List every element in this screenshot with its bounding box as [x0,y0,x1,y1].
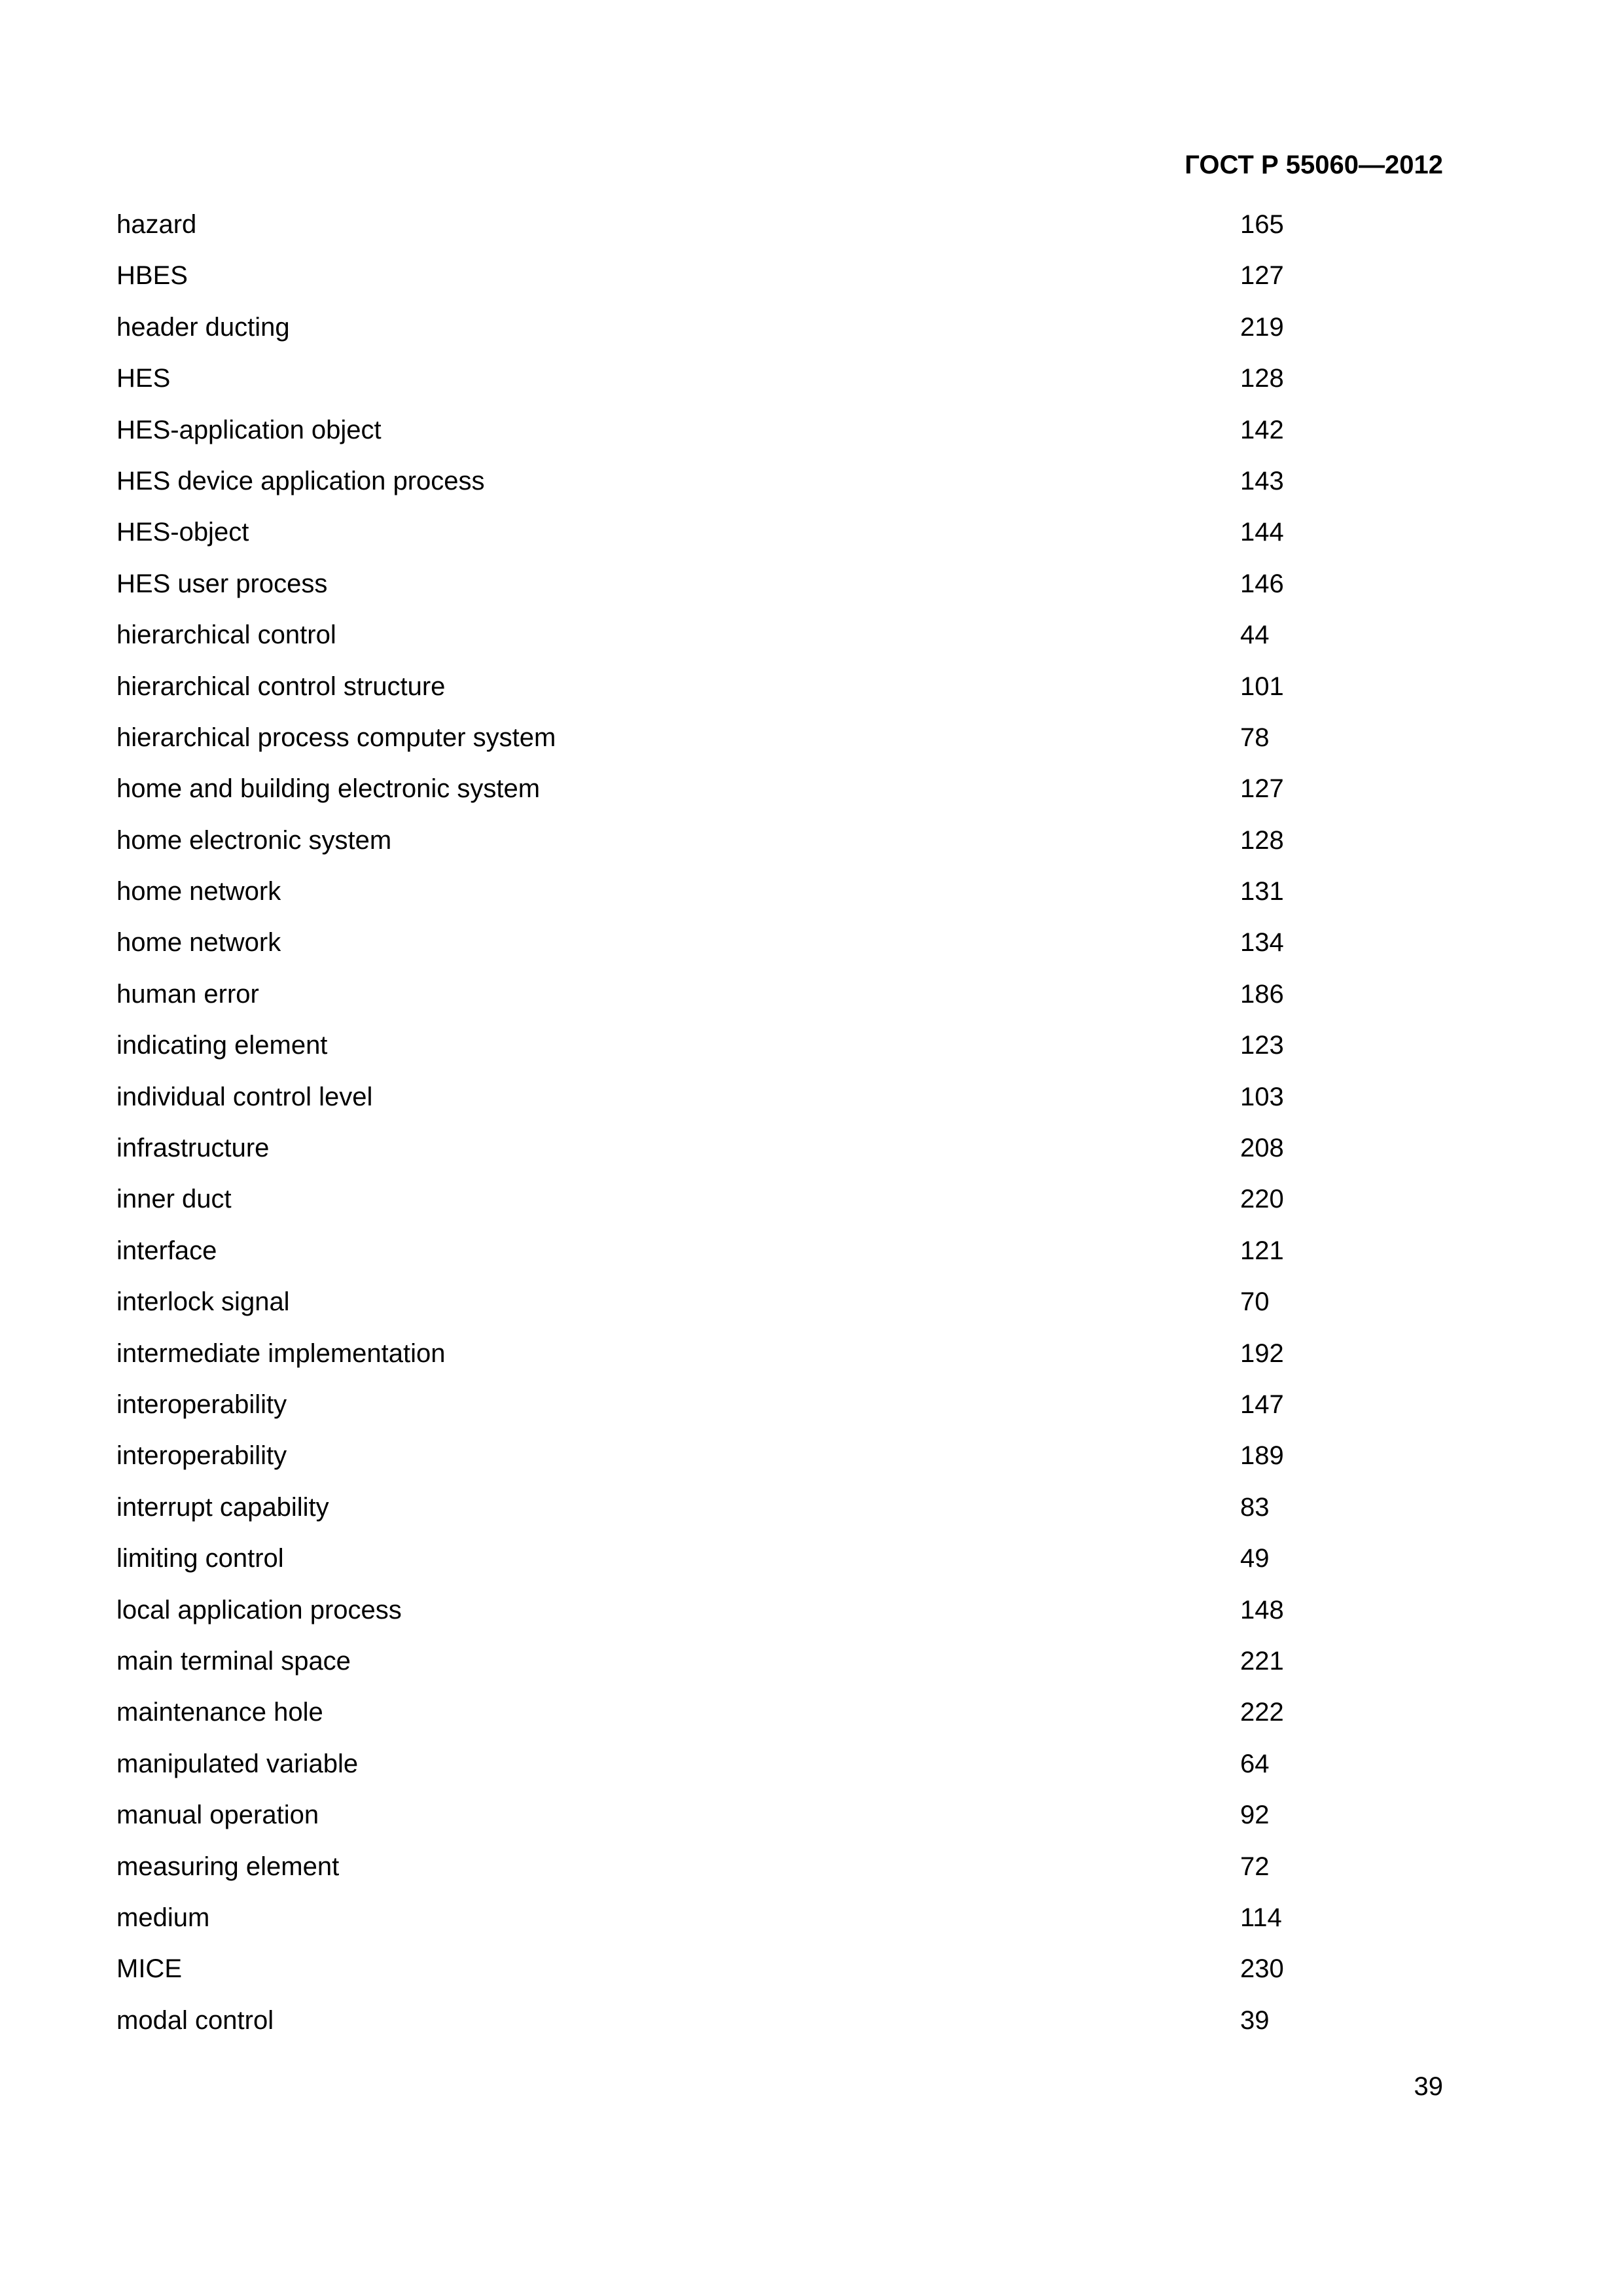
entry-number: 123 [1240,1031,1284,1060]
index-entry [116,1847,1308,1898]
entry-term: HES-object [116,518,249,547]
entry-term: MICE [116,1954,182,1984]
entry-number: 147 [1240,1390,1284,1419]
entry-number: 78 [1240,723,1270,752]
entry-term: manipulated variable [116,1749,359,1778]
entry-term: inner duct [116,1185,232,1214]
index-entry [116,1744,1308,1795]
entry-number: 64 [1240,1749,1270,1778]
entry-number: 70 [1240,1287,1270,1317]
entry-number: 121 [1240,1236,1284,1265]
index-entry [116,1795,1308,1846]
entry-term: maintenance hole [116,1698,323,1727]
index-entry [116,1539,1308,1590]
entry-term: indicating element [116,1031,328,1060]
index-entry [116,308,1308,359]
index-entry [116,769,1308,820]
entry-term: measuring element [116,1852,340,1881]
index-entry [116,359,1308,410]
entry-number: 219 [1240,312,1284,342]
entry-term: intermediate implementation [116,1338,446,1368]
index-entry [116,1693,1308,1744]
index-entry [116,1488,1308,1539]
entry-term: hazard [116,210,197,239]
entry-term: HBES [116,261,188,291]
entry-term: limiting control [116,1544,284,1573]
index-entry [116,1590,1308,1641]
entry-number: 165 [1240,210,1284,239]
entry-term: interlock signal [116,1287,290,1317]
page-number: 39 [1414,2072,1443,2101]
index-entry [116,923,1308,974]
entry-number: 134 [1240,928,1284,958]
index-entry [116,256,1308,307]
entry-term: home electronic system [116,825,392,855]
index-entry [116,1179,1308,1230]
entry-number: 128 [1240,825,1284,855]
entry-term: modal control [116,2005,274,2035]
entry-number: 127 [1240,261,1284,291]
index-entry [116,872,1308,923]
entry-number: 220 [1240,1185,1284,1214]
entry-number: 192 [1240,1338,1284,1368]
entry-term: interoperability [116,1441,287,1471]
index-entry [116,410,1308,461]
index-entry [116,1282,1308,1333]
standard-designation: ГОСТ Р 55060—2012 [1185,151,1443,179]
entry-number: 128 [1240,364,1284,393]
index-entry [116,1334,1308,1385]
entry-term: infrastructure [116,1134,270,1163]
index-entry [116,718,1308,769]
entry-number: 83 [1240,1492,1270,1522]
entry-term: individual control level [116,1082,373,1111]
index-entry [116,2001,1308,2052]
index-entry [116,512,1308,564]
index-entry [116,1231,1308,1282]
entry-term: local application process [116,1595,402,1624]
index-entry [116,1128,1308,1179]
index-entry [116,1026,1308,1077]
index-entry [116,1436,1308,1487]
entry-term: hierarchical process computer system [116,723,556,752]
entry-term: home network [116,877,281,906]
entry-number: 72 [1240,1852,1270,1881]
entry-number: 103 [1240,1082,1284,1111]
entry-number: 144 [1240,518,1284,547]
entry-term: home network [116,928,281,958]
index-entry [116,821,1308,872]
entry-term: HES-application object [116,415,382,444]
term-index-list [116,205,1308,2052]
entry-number: 189 [1240,1441,1284,1471]
index-entry [116,975,1308,1026]
entry-number: 49 [1240,1544,1270,1573]
entry-term: manual operation [116,1801,319,1830]
index-entry [116,615,1308,666]
index-entry [116,564,1308,615]
entry-number: 142 [1240,415,1284,444]
index-entry [116,667,1308,718]
entry-term: hierarchical control structure [116,672,446,701]
index-entry [116,1077,1308,1128]
entry-term: home and building electronic system [116,774,541,804]
entry-number: 114 [1240,1903,1282,1932]
index-entry [116,205,1308,256]
index-entry [116,1641,1308,1693]
entry-number: 101 [1240,672,1284,701]
index-entry [116,1949,1308,2000]
entry-number: 230 [1240,1954,1284,1984]
entry-term: HES device application process [116,466,485,495]
entry-term: interrupt capability [116,1492,329,1522]
entry-term: main terminal space [116,1646,351,1676]
entry-number: 148 [1240,1595,1284,1624]
entry-number: 39 [1240,2005,1270,2035]
entry-term: header ducting [116,312,290,342]
entry-number: 146 [1240,569,1284,598]
entry-term: medium [116,1903,210,1932]
entry-number: 208 [1240,1134,1284,1163]
index-entry [116,1385,1308,1436]
entry-term: interface [116,1236,217,1265]
entry-number: 186 [1240,979,1284,1009]
entry-term: interoperability [116,1390,287,1419]
entry-term: HES user process [116,569,328,598]
entry-term: HES [116,364,171,393]
entry-number: 221 [1240,1646,1284,1676]
index-entry [116,461,1308,512]
entry-number: 131 [1240,877,1284,906]
entry-number: 127 [1240,774,1284,804]
entry-term: human error [116,979,259,1009]
entry-term: hierarchical control [116,620,336,650]
index-entry [116,1898,1308,1949]
entry-number: 92 [1240,1801,1270,1830]
entry-number: 222 [1240,1698,1284,1727]
entry-number: 44 [1240,620,1270,650]
entry-number: 143 [1240,466,1284,495]
